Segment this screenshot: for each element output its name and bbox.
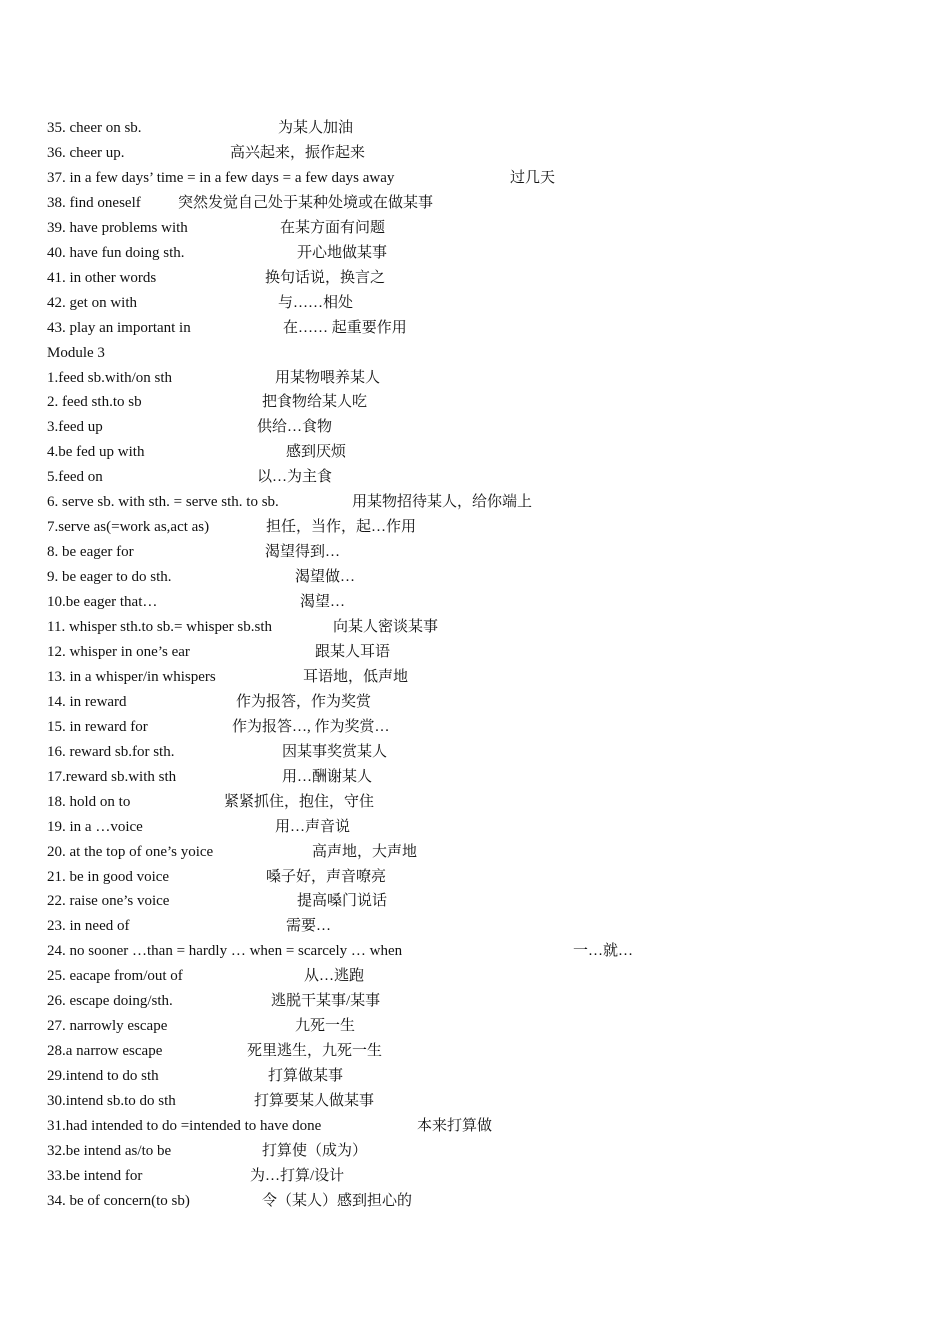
vocab-line: [0, 117, 950, 139]
phrase-english: 18. hold on to: [47, 793, 131, 810]
phrase-chinese: 向某人密谈某事: [333, 619, 439, 635]
vocab-line: [0, 1140, 950, 1162]
phrase-english: 25. eacape from/out of: [47, 968, 183, 985]
vocab-line: [0, 566, 950, 588]
phrase-chinese: 开心地做某事: [297, 244, 388, 261]
vocab-line: [0, 267, 950, 289]
phrase-chinese: 本来打算做: [417, 1118, 493, 1134]
phrase-english: 20. at the top of one’s yoice: [47, 843, 214, 860]
phrase-chinese: 用…酬谢某人: [282, 768, 373, 785]
phrase-chinese: 感到厌烦: [286, 444, 347, 461]
vocab-line: [0, 965, 950, 987]
phrase-chinese: 突然发觉自己处于某种处境或在做某事: [178, 194, 434, 211]
phrase-english: 39. have problems with: [47, 219, 188, 236]
phrase-chinese: 与……相处: [278, 294, 354, 311]
phrase-english: 32.be intend as/to be: [47, 1142, 172, 1159]
vocab-line: [0, 591, 950, 613]
phrase-chinese: 高声地，大声地: [312, 843, 418, 860]
phrase-chinese: 在…… 起重要作用: [283, 319, 407, 336]
vocab-line: [0, 741, 950, 763]
phrase-chinese: 耳语地，低声地: [303, 668, 409, 685]
phrase-chinese: 作为报答，作为奖赏: [236, 693, 372, 710]
vocab-line: [0, 816, 950, 838]
phrase-english: 34. be of concern(to sb): [47, 1192, 190, 1209]
phrase-english: 8. be eager for: [47, 544, 134, 561]
phrase-english: 31.had intended to do =intended to have done: [47, 1118, 322, 1134]
phrase-chinese: 担任，当作，起…作用: [266, 519, 417, 536]
vocab-line: [0, 841, 950, 863]
phrase-english: 7.serve as(=work as,act as): [47, 519, 210, 536]
phrase-english: 28.a narrow escape: [47, 1043, 163, 1060]
phrase-english: 38. find oneself: [47, 194, 141, 211]
vocab-line: [0, 691, 950, 713]
vocab-line: [0, 342, 950, 364]
vocab-line: [0, 441, 950, 463]
phrase-chinese: 过几天: [510, 169, 556, 186]
vocab-line: [0, 616, 950, 638]
phrase-english: 10.be eager that…: [47, 594, 158, 611]
phrase-english: 22. raise one’s voice: [47, 893, 170, 910]
vocab-line: [0, 367, 950, 389]
phrase-chinese: 渴望做…: [295, 569, 356, 586]
phrase-chinese: 高兴起来，振作起来: [230, 144, 366, 161]
phrase-chinese: 作为报答…, 作为奖赏…: [232, 718, 390, 735]
vocab-line: [0, 666, 950, 688]
phrase-chinese: 一…就…: [573, 943, 634, 960]
phrase-english: 23. in need of: [47, 918, 130, 935]
vocab-line: [0, 242, 950, 264]
phrase-chinese: 在某方面有问题: [280, 219, 386, 236]
phrase-english: 9. be eager to do sth.: [47, 569, 172, 586]
phrase-chinese: 死里逃生，九死一生: [247, 1043, 383, 1060]
phrase-english: 26. escape doing/sth.: [47, 993, 173, 1010]
phrase-english: 30.intend sb.to do sth: [47, 1093, 176, 1110]
vocab-line: [0, 990, 950, 1012]
phrase-chinese: 打算使（成为）: [262, 1142, 368, 1159]
vocab-line: [0, 317, 950, 339]
vocab-line: [0, 391, 950, 413]
phrase-chinese: 打算要某人做某事: [254, 1093, 375, 1110]
phrase-chinese: 逃脱干某事/某事: [271, 993, 381, 1010]
phrase-english: 33.be intend for: [47, 1167, 143, 1184]
phrase-chinese: 用某物喂养某人: [275, 369, 381, 386]
phrase-english: 2. feed sth.to sb: [47, 394, 142, 411]
vocab-line: [0, 940, 950, 962]
phrase-chinese: 渴望得到…: [265, 544, 341, 561]
phrase-english: 19. in a …voice: [47, 818, 143, 835]
phrase-chinese: 以…为主食: [257, 469, 333, 486]
vocab-line: [0, 1040, 950, 1062]
vocab-line: [0, 466, 950, 488]
vocab-line: [0, 1015, 950, 1037]
vocab-line: [0, 541, 950, 563]
phrase-chinese: 为…打算/设计: [250, 1167, 345, 1184]
phrase-english: 16. reward sb.for sth.: [47, 743, 175, 760]
phrase-chinese: 用某物招待某人，给你端上: [352, 494, 533, 511]
phrase-english: 13. in a whisper/in whispers: [47, 668, 216, 685]
vocab-line: [0, 416, 950, 438]
vocab-line: [0, 915, 950, 937]
phrase-chinese: 令（某人）感到担心的: [262, 1192, 413, 1209]
phrase-english: 5.feed on: [47, 469, 103, 486]
phrase-chinese: 九死一生: [295, 1018, 356, 1035]
vocab-line: [0, 491, 950, 513]
module-heading: Module 3: [47, 344, 105, 361]
vocab-line: [0, 292, 950, 314]
phrase-english: 3.feed up: [47, 419, 103, 436]
phrase-english: 37. in a few days’ time = in a few days = a few days away: [47, 169, 395, 186]
phrase-english: 1.feed sb.with/on sth: [47, 369, 172, 386]
vocab-line: [0, 192, 950, 214]
phrase-chinese: 供给…食物: [257, 419, 333, 436]
vocab-line: [0, 1190, 950, 1212]
vocab-line: [0, 1065, 950, 1087]
vocab-line: [0, 890, 950, 912]
vocab-line: [0, 142, 950, 164]
phrase-chinese: 需要…: [286, 918, 332, 935]
vocab-line: [0, 766, 950, 788]
vocab-line: [0, 716, 950, 738]
phrase-english: 11. whisper sth.to sb.= whisper sb.sth: [47, 619, 272, 635]
phrase-chinese: 打算做某事: [268, 1068, 344, 1085]
phrase-english: 24. no sooner …than = hardly … when = scarcely … when: [47, 943, 403, 960]
phrase-english: 14. in reward: [47, 693, 127, 710]
phrase-english: 42. get on with: [47, 294, 137, 311]
phrase-english: 40. have fun doing sth.: [47, 244, 185, 261]
phrase-english: 21. be in good voice: [47, 868, 170, 885]
phrase-english: 6. serve sb. with sth. = serve sth. to sb.: [47, 494, 279, 511]
vocab-line: [0, 167, 950, 189]
phrase-chinese: 渴望…: [300, 594, 346, 611]
vocab-line: [0, 516, 950, 538]
phrase-english: 43. play an important in: [47, 319, 191, 336]
phrase-english: 36. cheer up.: [47, 144, 125, 161]
phrase-english: 15. in reward for: [47, 718, 148, 735]
phrase-chinese: 嗓子好，声音嘹亮: [266, 868, 387, 885]
vocab-line: [0, 1115, 950, 1137]
vocab-line: [0, 866, 950, 888]
vocab-line: [0, 791, 950, 813]
vocab-line: [0, 641, 950, 663]
phrase-english: 12. whisper in one’s ear: [47, 643, 190, 660]
phrase-chinese: 为某人加油: [278, 120, 354, 136]
phrase-english: 35. cheer on sb.: [47, 120, 142, 136]
vocab-line: [0, 1090, 950, 1112]
vocab-line: [0, 1165, 950, 1187]
phrase-chinese: 因某事奖赏某人: [282, 743, 388, 760]
phrase-english: 41. in other words: [47, 269, 157, 286]
phrase-chinese: 把食物给某人吃: [262, 394, 368, 411]
phrase-english: 4.be fed up with: [47, 444, 145, 461]
vocab-line: [0, 217, 950, 239]
phrase-chinese: 紧紧抓住，抱住，守住: [224, 793, 375, 810]
phrase-chinese: 提高嗓门说话: [297, 893, 388, 910]
phrase-english: 29.intend to do sth: [47, 1068, 159, 1085]
phrase-chinese: 从…逃跑: [304, 968, 365, 985]
phrase-english: 17.reward sb.with sth: [47, 768, 177, 785]
phrase-chinese: 跟某人耳语: [315, 643, 391, 660]
phrase-chinese: 用…声音说: [275, 818, 351, 835]
phrase-english: 27. narrowly escape: [47, 1018, 168, 1035]
phrase-chinese: 换句话说，换言之: [265, 269, 386, 286]
